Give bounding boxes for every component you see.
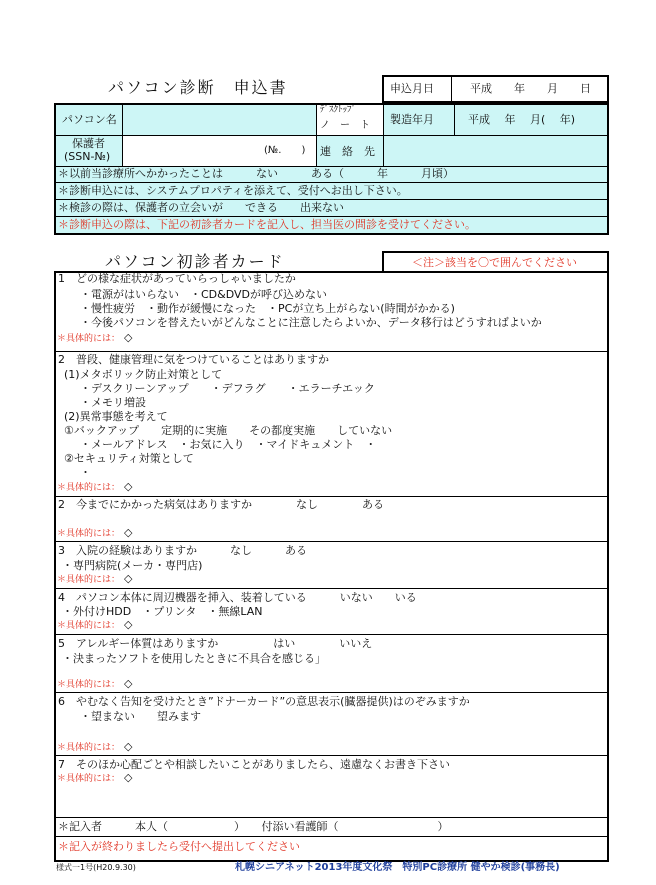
date-label: 申込月日: [390, 82, 434, 95]
q1-option-line3[interactable]: ・今後パソコンを替えたいがどんなことに注意したらよいか、データ移行はどうすればよいか: [80, 316, 542, 329]
contact-label: 連 絡 先: [320, 145, 375, 158]
note-guardian-attendance: ＊検診の際は、保護者の立会いが できる 出来ない: [58, 201, 344, 214]
pc-name-field[interactable]: [123, 105, 316, 135]
q4-question: 3 入院の経験はありますか なし ある: [58, 544, 307, 557]
contact-field[interactable]: [384, 136, 607, 166]
q4-detail-label: ＊具体的には：: [57, 575, 121, 585]
submit-note: ＊記入が終わりましたら受付へ提出してください: [58, 840, 300, 853]
notebook-option[interactable]: ノ ー ト: [320, 120, 370, 131]
q1-option-line2[interactable]: ・慢性疲労 ・動作が緩慢になった ・PCが立ち上がらない(時間がかかる): [80, 302, 455, 315]
q2-line8[interactable]: ・: [80, 466, 91, 479]
q1-detail-label: ＊具体的には：: [57, 334, 121, 344]
card-note: ＜注＞該当を〇で囲んでください: [412, 256, 577, 269]
q3-detail-label: ＊具体的には：: [57, 529, 121, 539]
q2-line3[interactable]: ・メモリ増設: [80, 396, 146, 409]
q2-line1: (1)メタボリック防止対策として: [64, 368, 223, 381]
footer-form-number: 様式一1号(H20.9.30): [56, 863, 136, 872]
q1-option-line1[interactable]: ・電源がはいらない ・CD&DVDが呼び込めない: [80, 288, 327, 301]
q5-detail-diamond: ◇: [124, 618, 133, 631]
q4-detail-diamond: ◇: [124, 572, 133, 585]
pc-name-label: パソコン名: [62, 113, 117, 126]
q3-detail-diamond: ◇: [124, 526, 133, 539]
q4-sub[interactable]: ・専門病院(メーカ・専門店): [62, 559, 203, 572]
q1-detail-diamond: ◇: [124, 331, 133, 344]
note-previous-visit: ＊以前当診療所へかかったことは ない ある（ 年 月頃）: [58, 167, 454, 180]
q2-line5[interactable]: ①バックアップ 定期的に実施 その都度実施 していない: [64, 424, 393, 437]
desktop-option[interactable]: ﾃﾞｽｸﾄｯﾌﾟ: [320, 105, 357, 115]
q2-question: 2 普段、健康管理に気をつけていることはありますか: [58, 353, 329, 366]
footer-organizer: 札幌シニアネット2013年度文化祭 特別PC診療所 健やか検診(事務長): [235, 862, 560, 873]
q5-question: 4 パソコン本体に周辺機器を挿入、装着している いない いる: [58, 591, 417, 604]
form-title: パソコン診断 申込書: [108, 78, 288, 97]
q7-detail-diamond: ◇: [124, 740, 133, 753]
q5-detail-label: ＊具体的には：: [57, 621, 121, 631]
q2-line2[interactable]: ・デスクリーンアップ ・デフラグ ・エラーチエック: [80, 382, 375, 395]
note-fill-card: ＊診断申込の際は、下記の初診者カードを記入し、担当医の問診を受けてください。: [58, 218, 476, 231]
mfg-value: 平成 年 月( 年): [468, 113, 576, 126]
q1-question: 1 どの様な症状があっていらっしゃいましたか: [58, 272, 296, 285]
q5-sub[interactable]: ・外付けHDD ・プリンタ ・無線LAN: [62, 605, 263, 618]
q2-line4: (2)異常事態を考えて: [64, 410, 168, 423]
q7-sub[interactable]: ・望まない 望みます: [80, 710, 201, 723]
mfg-label: 製造年月: [390, 113, 434, 126]
guardian-label-ssn: (SSN-№): [64, 150, 111, 163]
q6-sub[interactable]: ・決まったソフトを使用したときに不具合を感じる」: [62, 652, 326, 665]
q2-line6[interactable]: ・メールアドレス ・お気に入り ・マイドキュメント ・: [80, 438, 377, 451]
q8-question: 7 そのほか心配ごとや相談したいことがありましたら、遠慮なくお書き下さい: [58, 758, 450, 771]
q6-detail-diamond: ◇: [124, 677, 133, 690]
date-field[interactable]: 平成 年 月 日: [470, 82, 591, 95]
q3-question: 2 今までにかかった病気はありますか なし ある: [58, 498, 384, 511]
q7-question: 6 やむなく告知を受けたとき”ドナーカード”の意思表示(臓器提供)はのぞみますか: [58, 695, 470, 708]
writer-line[interactable]: ＊記入者 本人（ ） 付添い看護師（ ）: [58, 820, 449, 833]
q6-detail-label: ＊具体的には：: [57, 680, 121, 690]
q2-detail-label: ＊具体的には：: [57, 483, 121, 493]
guardian-no: (№. ): [264, 145, 306, 156]
q7-detail-label: ＊具体的には：: [57, 743, 121, 753]
note-system-properties: ＊診断申込には、システムプロパティを添えて、受付へお出し下さい。: [58, 184, 408, 197]
q6-question: 5 アレルギー体質はありますか はい いいえ: [58, 637, 373, 650]
q2-line7: ②セキュリティ対策として: [64, 452, 194, 465]
q8-detail-label: ＊具体的には：: [57, 774, 121, 784]
card-title: パソコン初診者カード: [105, 252, 285, 271]
q2-detail-diamond: ◇: [124, 480, 133, 493]
q8-detail-diamond: ◇: [124, 771, 133, 784]
guardian-label: 保護者: [72, 137, 105, 150]
